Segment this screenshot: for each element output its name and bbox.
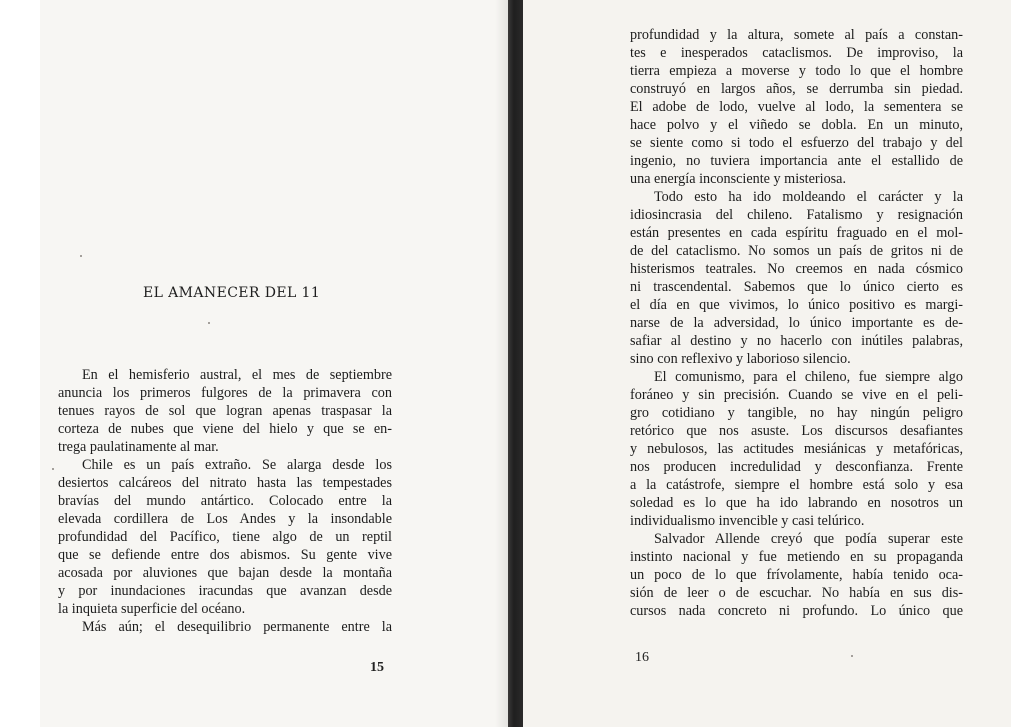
text-line: gro cotidiano y tangible, no hay ningún peligro	[630, 405, 963, 421]
text-line: un poco de lo que frívolamente, había tenido oca-	[630, 567, 963, 583]
text-line: nos producen incredulidad y desconfianza. Frente	[630, 459, 963, 475]
text-line: ni trascendental. Sabemos que lo único cierto es	[630, 279, 963, 295]
text-line: En el hemisferio austral, el mes de septiembre	[82, 367, 392, 383]
text-line: y nebulosos, las actitudes mesiánicas y metafóricas,	[630, 441, 963, 457]
text-line: El comunismo, para el chileno, fue siempre algo	[654, 369, 963, 385]
text-line: El adobe de lodo, vuelve al lodo, la sementera se	[630, 99, 963, 115]
text-line: foráneo y sin precisión. Cuando se vive en el peli-	[630, 387, 963, 403]
text-line: anuncia los primeros fulgores de la primavera con	[58, 385, 392, 401]
book-spine	[508, 0, 523, 727]
text-line: que se defiende entre dos abismos. Su gente vive	[58, 547, 392, 563]
text-line: retórico que nos asuste. Los discursos desafiantes	[630, 423, 963, 439]
text-line: Salvador Allende creyó que podía superar este	[654, 531, 963, 547]
text-line: Todo esto ha ido moldeando el carácter y la	[654, 189, 963, 205]
text-line: bravías del mundo antártico. Colocado entre la	[58, 493, 392, 509]
right-page-body	[630, 26, 963, 620]
text-line: sión de leer o de escuchar. No había en sus dis-	[630, 585, 963, 601]
chapter-title: EL AMANECER DEL 11	[143, 285, 321, 301]
text-line: de del cataclismo. No somos un país de gritos ni de	[630, 243, 963, 259]
text-line: elevada cordillera de Los Andes y la insondable	[58, 511, 392, 527]
text-line: narse de la adversidad, lo único importante es de-	[630, 315, 963, 331]
text-line: idiosincrasia del chileno. Fatalismo y resignación	[630, 207, 963, 223]
paper-speck	[52, 468, 54, 470]
text-line: tes e inesperados cataclismos. De improviso, la	[630, 45, 963, 61]
page-shadow	[495, 0, 508, 727]
page-number-left: 15	[370, 660, 384, 675]
text-line: individualismo invencible y casi telúrico.	[630, 513, 865, 529]
text-line: se siente como si todo el esfuerzo del trabajo y del	[630, 135, 963, 151]
text-line: ingenio, no tuviera importancia ante el estallido de	[630, 153, 963, 169]
text-line: cursos nada concreto ni profundo. Lo único que	[630, 603, 963, 619]
text-line: histerismos teatrales. No creemos en nada cósmico	[630, 261, 963, 277]
paper-speck	[80, 255, 82, 257]
text-line: están presentes en cada espíritu fraguado en el mol-	[630, 225, 963, 241]
text-line: trega paulatinamente al mar.	[58, 439, 219, 455]
paper-speck	[851, 655, 853, 657]
text-line: construyó en largos años, se derrumba sin piedad.	[630, 81, 963, 97]
paper-speck	[208, 322, 210, 324]
text-line: Más aún; el desequilibrio permanente entre la	[82, 619, 392, 635]
text-line: soledad es lo que ha ido labrando en nosotros un	[630, 495, 963, 511]
text-line: la inquieta superficie del océano.	[58, 601, 246, 617]
left-page-body	[58, 366, 392, 636]
text-line: a la catástrofe, siempre el hombre está solo y esa	[630, 477, 963, 493]
text-line: tierra empieza a moverse y todo lo que el hombre	[630, 63, 963, 79]
text-line: profundidad del Pacífico, tiene algo de un reptil	[58, 529, 392, 545]
text-line: el día en que vivimos, lo único positivo es margi-	[630, 297, 963, 313]
left-page	[40, 0, 508, 727]
text-line: acosada por aluviones que bajan desde la montaña	[58, 565, 392, 581]
page-number-right: 16	[635, 650, 649, 665]
text-line: instinto nacional y fue metiendo en su propaganda	[630, 549, 963, 565]
right-page	[523, 0, 1011, 727]
text-line: una energía inconsciente y misteriosa.	[630, 171, 847, 187]
text-line: sino con reflexivo y laborioso silencio.	[630, 351, 851, 367]
text-line: tenues rayos de sol que logran apenas traspasar la	[58, 403, 392, 419]
text-line: corteza de nubes que viene del hielo y que se en-	[58, 421, 392, 437]
text-line: desiertos calcáreos del nitrato hasta las tempestades	[58, 475, 392, 491]
text-line: safiar al destino y no hacerlo con inútiles palabras,	[630, 333, 963, 349]
text-line: profundidad y la altura, somete al país a constan-	[630, 27, 963, 43]
text-line: y por inundaciones iracundas que avanzan desde	[58, 583, 392, 599]
text-line: Chile es un país extraño. Se alarga desde los	[82, 457, 392, 473]
text-line: hace polvo y el viñedo se dobla. En un minuto,	[630, 117, 963, 133]
